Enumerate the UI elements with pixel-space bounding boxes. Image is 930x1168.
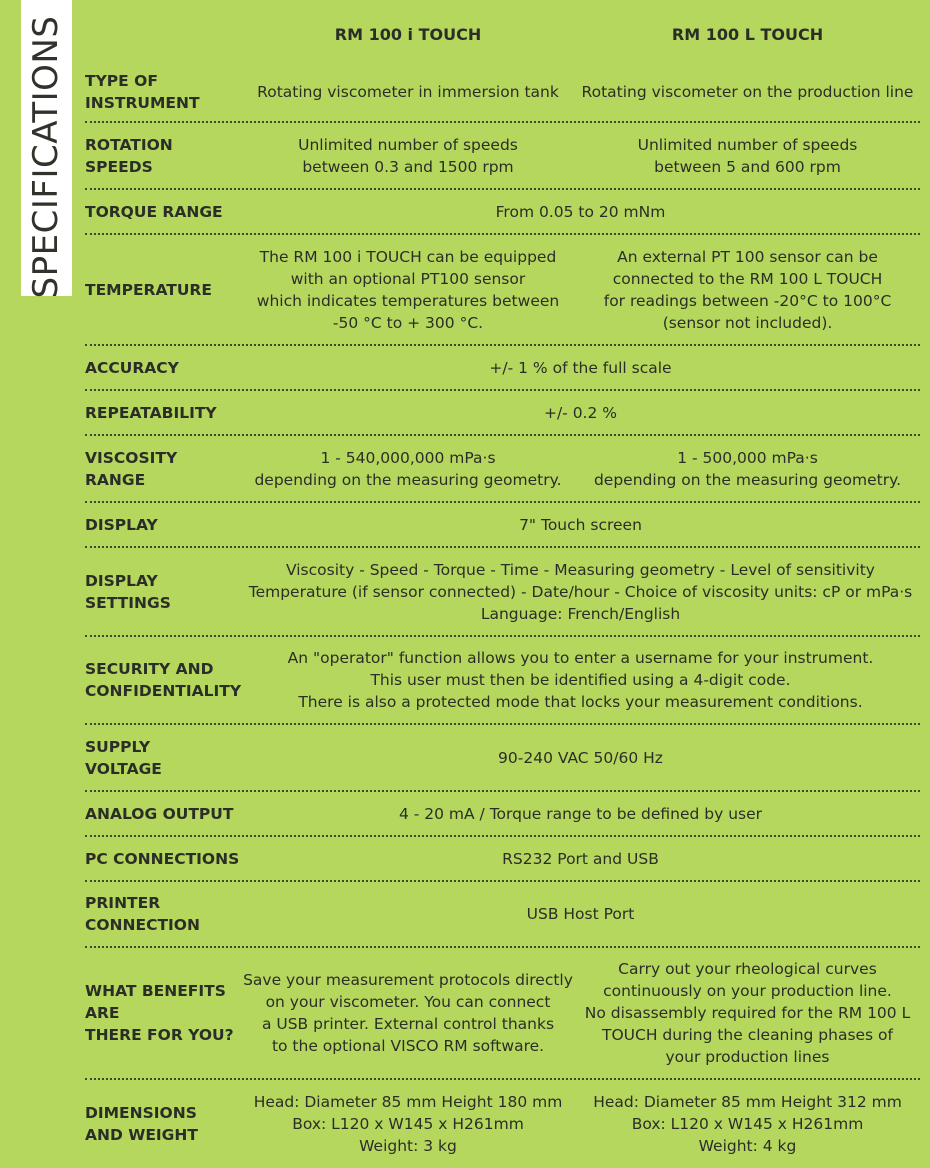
spec-value-both: USB Host Port bbox=[526, 905, 635, 923]
spec-value-rm100i: Unlimited number of speeds between 0.3 and 1500 rpm bbox=[298, 135, 518, 176]
spec-row bbox=[85, 548, 920, 637]
spec-row bbox=[85, 391, 920, 436]
spec-value-rm100l: Carry out your rheological curves continuously on your production line. No disassembly required for the RM 100 L TOUCH during the cleaning phases of your production lines bbox=[584, 960, 911, 1066]
spec-value-rm100i: Save your measurement protocols directly on your viscometer. You can connect a USB printer. External control thanks to the optional VISCO RM software. bbox=[243, 971, 573, 1055]
spec-value-rm100i: 1 - 540,000,000 mPa·s depending on the measuring geometry. bbox=[254, 448, 562, 489]
spec-value-rm100l: Unlimited number of speeds between 5 and 600 rpm bbox=[637, 135, 858, 176]
spec-label: DISPLAY bbox=[85, 515, 158, 534]
side-tab-label: SPECIFICATIONS bbox=[26, 15, 66, 299]
spec-value-both: 4 - 20 mA / Torque range to be defined by user bbox=[398, 804, 763, 823]
spec-label: ACCURACY bbox=[85, 358, 179, 377]
spec-label: DISPLAY SETTINGS bbox=[85, 571, 171, 612]
spec-label: TORQUE RANGE bbox=[85, 202, 223, 221]
spec-row bbox=[85, 235, 920, 346]
spec-label: REPEATABILITY bbox=[85, 403, 217, 422]
spec-row bbox=[85, 948, 920, 1080]
spec-value-both: From 0.05 to 20 mNm bbox=[495, 202, 666, 221]
spec-row bbox=[85, 123, 920, 190]
spec-row bbox=[85, 725, 920, 792]
spec-value-rm100i: Head: Diameter 85 mm Height 180 mm Box: L120 x W145 x H261mm Weight: 3 kg bbox=[253, 1093, 563, 1155]
spec-value-both: 7" Touch screen bbox=[519, 515, 642, 534]
spec-label: PRINTER CONNECTION bbox=[85, 894, 200, 934]
spec-label: VISCOSITY RANGE bbox=[85, 448, 178, 489]
spec-value-rm100l: 1 - 500,000 mPa·s depending on the measuring geometry. bbox=[593, 448, 902, 489]
spec-value-both: +/- 0.2 % bbox=[543, 403, 618, 422]
table-header bbox=[85, 0, 920, 70]
spec-row bbox=[85, 837, 920, 882]
spec-label: DIMENSIONS AND WEIGHT bbox=[85, 1104, 198, 1144]
spec-value-rm100i: The RM 100 i TOUCH can be equipped with an optional PT100 sensor which indicates temperatures between -50 °C to + 300 °C. bbox=[256, 247, 560, 332]
spec-value-both: 90-240 VAC 50/60 Hz bbox=[498, 748, 663, 767]
spec-row bbox=[85, 436, 920, 503]
spec-value-rm100l: Rotating viscometer on the production line bbox=[581, 82, 914, 101]
spec-value-both: RS232 Port and USB bbox=[502, 849, 659, 868]
spec-value-both: An "operator" function allows you to enter a username for your instrument. This user must then be identified using a 4-digit code. There is also a protected mode that locks your measurement conditions. bbox=[287, 649, 874, 711]
spec-row bbox=[85, 346, 920, 391]
spec-row bbox=[85, 503, 920, 548]
spec-label: WHAT BENEFITS ARE THERE FOR YOU? bbox=[85, 982, 234, 1044]
header-rm100l: RM 100 L TOUCH bbox=[671, 25, 824, 44]
spec-value-rm100l: An external PT 100 sensor can be connected to the RM 100 L TOUCH for readings between -20°C to 100°C (sensor not included). bbox=[603, 247, 892, 332]
spec-label: TEMPERATURE bbox=[85, 280, 212, 299]
specifications-side-tab bbox=[21, 0, 72, 299]
spec-value-both: Viscosity - Speed - Torque - Time - Measuring geometry - Level of sensitivity Temperature (if sensor connected) - Date/hour - Choice of viscosity units: cP or mPa·s Language: French/English bbox=[248, 560, 913, 623]
header-rm100i: RM 100 i TOUCH bbox=[334, 25, 482, 44]
spec-row bbox=[85, 637, 920, 725]
specifications-table bbox=[85, 62, 920, 1168]
spec-row bbox=[85, 190, 920, 235]
spec-label: TYPE OF INSTRUMENT bbox=[85, 71, 200, 112]
spec-value-both: +/- 1 % of the full scale bbox=[489, 358, 672, 377]
spec-value-rm100i: Rotating viscometer in immersion tank bbox=[257, 82, 559, 101]
spec-row bbox=[85, 882, 920, 948]
spec-label: SECURITY AND CONFIDENTIALITY bbox=[85, 660, 242, 700]
spec-label: PC CONNECTIONS bbox=[85, 849, 240, 868]
spec-label: SUPPLY VOLTAGE bbox=[85, 737, 162, 778]
spec-label: ANALOG OUTPUT bbox=[85, 804, 234, 823]
spec-label: ROTATION SPEEDS bbox=[85, 135, 173, 176]
spec-row bbox=[85, 792, 920, 837]
spec-value-rm100l: Head: Diameter 85 mm Height 312 mm Box: L120 x W145 x H261mm Weight: 4 kg bbox=[593, 1093, 902, 1155]
spec-row bbox=[85, 1080, 920, 1168]
spec-row bbox=[85, 62, 920, 123]
